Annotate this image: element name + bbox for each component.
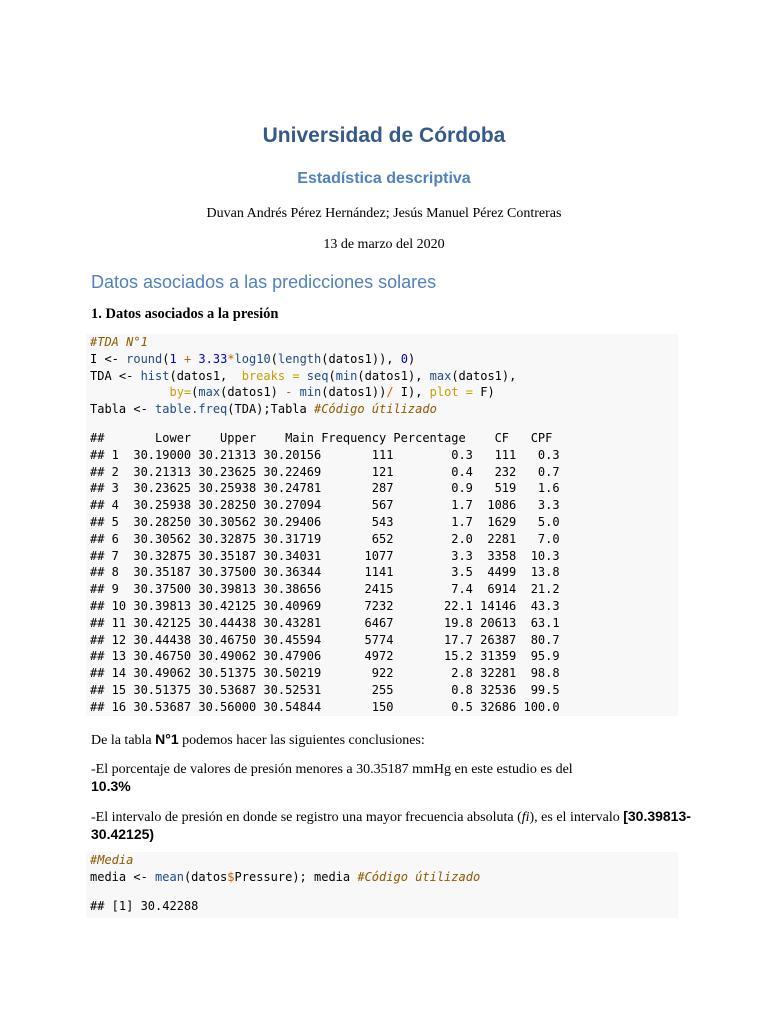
table-row: ## 6 30.30562 30.32875 30.31719 652 2.0 2281 7.0 [90, 531, 560, 546]
table-row: ## 10 30.39813 30.42125 30.40969 7232 22.1 14146 43.3 [90, 598, 560, 613]
page-subtitle: Estadística descriptiva [297, 170, 471, 187]
date: 13 de marzo del 2020 [323, 237, 445, 252]
table-row: ## 7 30.32875 30.35187 30.34031 1077 3.3 3358 10.3 [90, 548, 560, 563]
code-block-mean [86, 852, 678, 918]
page-title: Universidad de Córdoba [262, 124, 506, 147]
code-block-tda [86, 334, 678, 716]
table-row: ## 4 30.25938 30.28250 30.27094 567 1.7 1086 3.3 [90, 498, 560, 513]
table-row: ## 14 30.49062 30.51375 30.50219 922 2.8 32281 98.8 [90, 666, 560, 681]
frequency-table-output [86, 430, 678, 716]
code-source: #TDA N°1 I <- round(1 + 3.33*log10(length(datos1)), 0) TDA <- hist(datos1, breaks = seq(min(datos1), max(datos1), by=(max(datos1) - min(datos1))/ I), plot = F) Tabla <- table.freq(TDA);Tabla #Código útilizado [90, 335, 517, 417]
conclusion-interval: -El intervalo de presión en donde se registro una mayor frecuencia absoluta (fi), es el intervalo [30.39813-30.42125) [91, 808, 691, 842]
table-row: ## 1 30.19000 30.21313 30.20156 111 0.3 111 0.3 [90, 447, 560, 462]
conclusion-percentage: -El porcentaje de valores de presión menores a 30.35187 mmHg en este estudio es del 10.3% [91, 762, 573, 794]
table-row: ## 9 30.37500 30.39813 30.38656 2415 7.4 6914 21.2 [90, 582, 560, 597]
table-row: ## 11 30.42125 30.44438 30.43281 6467 19.8 20613 63.1 [90, 615, 560, 630]
mean-output: ## [1] 30.42288 [90, 898, 199, 913]
table-row: ## 8 30.35187 30.37500 30.36344 1141 3.5 4499 13.8 [90, 565, 560, 580]
table-row: ## 3 30.23625 30.25938 30.24781 287 0.9 519 1.6 [90, 481, 560, 496]
code-source-mean: #Media media <- mean(datos$Pressure); media #Código útilizado [90, 853, 481, 884]
table-row: ## 15 30.51375 30.53687 30.52531 255 0.8 32536 99.5 [90, 682, 560, 697]
code-comment: #TDA N°1 [90, 335, 148, 349]
section-subheading: 1. Datos asociados a la presión [91, 306, 279, 322]
table-row: ## 13 30.46750 30.49062 30.47906 4972 15.2 31359 95.9 [90, 649, 560, 664]
table-row: ## 5 30.28250 30.30562 30.29406 543 1.7 1629 5.0 [90, 514, 560, 529]
table-header: ## Lower Upper Main Frequency Percentage CF CPF [90, 430, 553, 445]
authors: Duvan Andrés Pérez Hernández; Jesús Manuel Pérez Contreras [206, 206, 562, 221]
conclusion-intro: De la tabla N°1 podemos hacer las siguientes conclusiones: [91, 731, 425, 748]
table-row: ## 2 30.21313 30.23625 30.22469 121 0.4 232 0.7 [90, 464, 560, 479]
table-row: ## 12 30.44438 30.46750 30.45594 5774 17.7 26387 80.7 [90, 632, 560, 647]
table-row: ## 16 30.53687 30.56000 30.54844 150 0.5 32686 100.0 [90, 699, 560, 714]
section-heading: Datos asociados a las predicciones solares [91, 272, 437, 292]
